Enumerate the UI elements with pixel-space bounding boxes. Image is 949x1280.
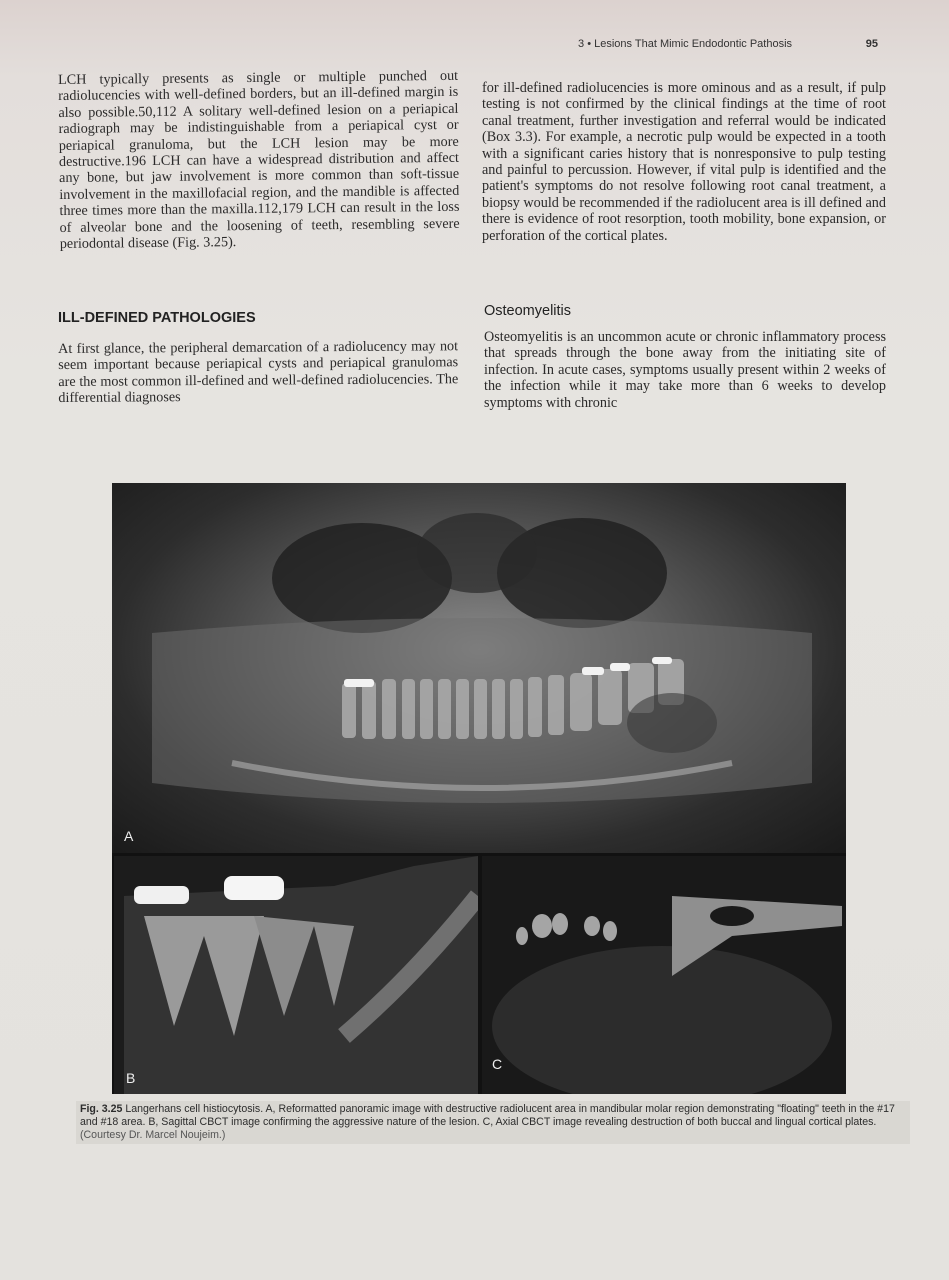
figure-label: Fig. 3.25 (80, 1103, 123, 1115)
figure-3-25 (112, 483, 846, 1094)
body-paragraph: Osteomyelitis is an uncommon acute or chronic inflammatory process that spreads through the bone away from the initiating site of infection. In acute cases, symptoms usually present within 2 weeks of the infection while it may take more than 6 weeks to develop symptoms with chronic (484, 329, 886, 411)
chapter-title: Lesions That Mimic Endodontic Pathosis (594, 38, 793, 50)
running-head-separator: • (587, 38, 592, 50)
caption-courtesy: (Courtesy Dr. Marcel Noujeim.) (80, 1129, 226, 1141)
body-paragraph: At first glance, the peripheral demarcation of a radiolucency may not seem important because periapical cysts and periapical granulomas are the most common ill-defined and well-defined radiolucencies. The differential diagnoses (58, 338, 459, 407)
caption-text: Langerhans cell histiocytosis. A, Reformatted panoramic image with destructive radiolucent area in mandibular molar region demonstrating "floating" teeth in the #17 and #18 area. B, Sagittal CBCT image confirming the aggressive nature of the lesion. C, Axial CBCT image revealing destruction of both buccal and lingual cortical plates. (80, 1103, 895, 1128)
sagittal-illustration (114, 856, 478, 1094)
axial-cbct-image (482, 856, 846, 1094)
body-paragraph: LCH typically presents as single or multiple punched out radiolucencies with well-defined borders, but an ill-defined margin is also possible.50,112 A solitary well-defined lesion on a periapical radiograph may be indistinguishable from a periapical cyst or periapical granuloma, but the LCH lesion may be more destructive.196 LCH can have a widespread distribution and affect any bone, but jaw involvement is more common than soft-tissue involvement in the maxillofacial region, and the mandible is affected three times more than the maxilla.112,179 LCH can result in the loss of alveolar bone and the loosening of teeth, resembling severe periodontal disease (Fig. 3.25). (58, 67, 460, 253)
sagittal-cbct-image (114, 856, 478, 1094)
right-column-top (482, 80, 886, 244)
figure-caption (76, 1101, 910, 1144)
body-paragraph: for ill-defined radiolucencies is more ominous and as a result, if pulp testing is not confirmed by the clinical findings at the time of root canal treatment, further investigation and referral would be indicated (Box 3.3). For example, a necrotic pulp would be expected in a tooth with a significant caries history that is nonresponsive to pulp testing and painful to percussion. However, if vital pulp is identified and the patient's symptoms do not resolve following root canal treatment, a biopsy would be recommended if the radiolucent area is ill defined and there is evidence of root resorption, tooth mobility, bone expansion, or perforation of the cortical plates. (482, 80, 886, 244)
right-column-bottom (484, 329, 886, 411)
panel-a-label: A (124, 828, 134, 844)
left-column-bottom (58, 338, 458, 406)
panel-b-label: B (126, 1070, 136, 1086)
axial-illustration (482, 856, 846, 1094)
panoramic-illustration (112, 483, 846, 853)
panel-c-label: C (492, 1056, 503, 1072)
left-column-top (58, 68, 460, 253)
chapter-number: 3 (578, 38, 585, 50)
subsection-heading: Osteomyelitis (484, 303, 572, 319)
page-number: 95 (865, 38, 878, 50)
panoramic-radiograph (112, 483, 846, 853)
section-heading: ILL-DEFINED PATHOLOGIES (58, 310, 256, 326)
running-head (578, 38, 878, 50)
